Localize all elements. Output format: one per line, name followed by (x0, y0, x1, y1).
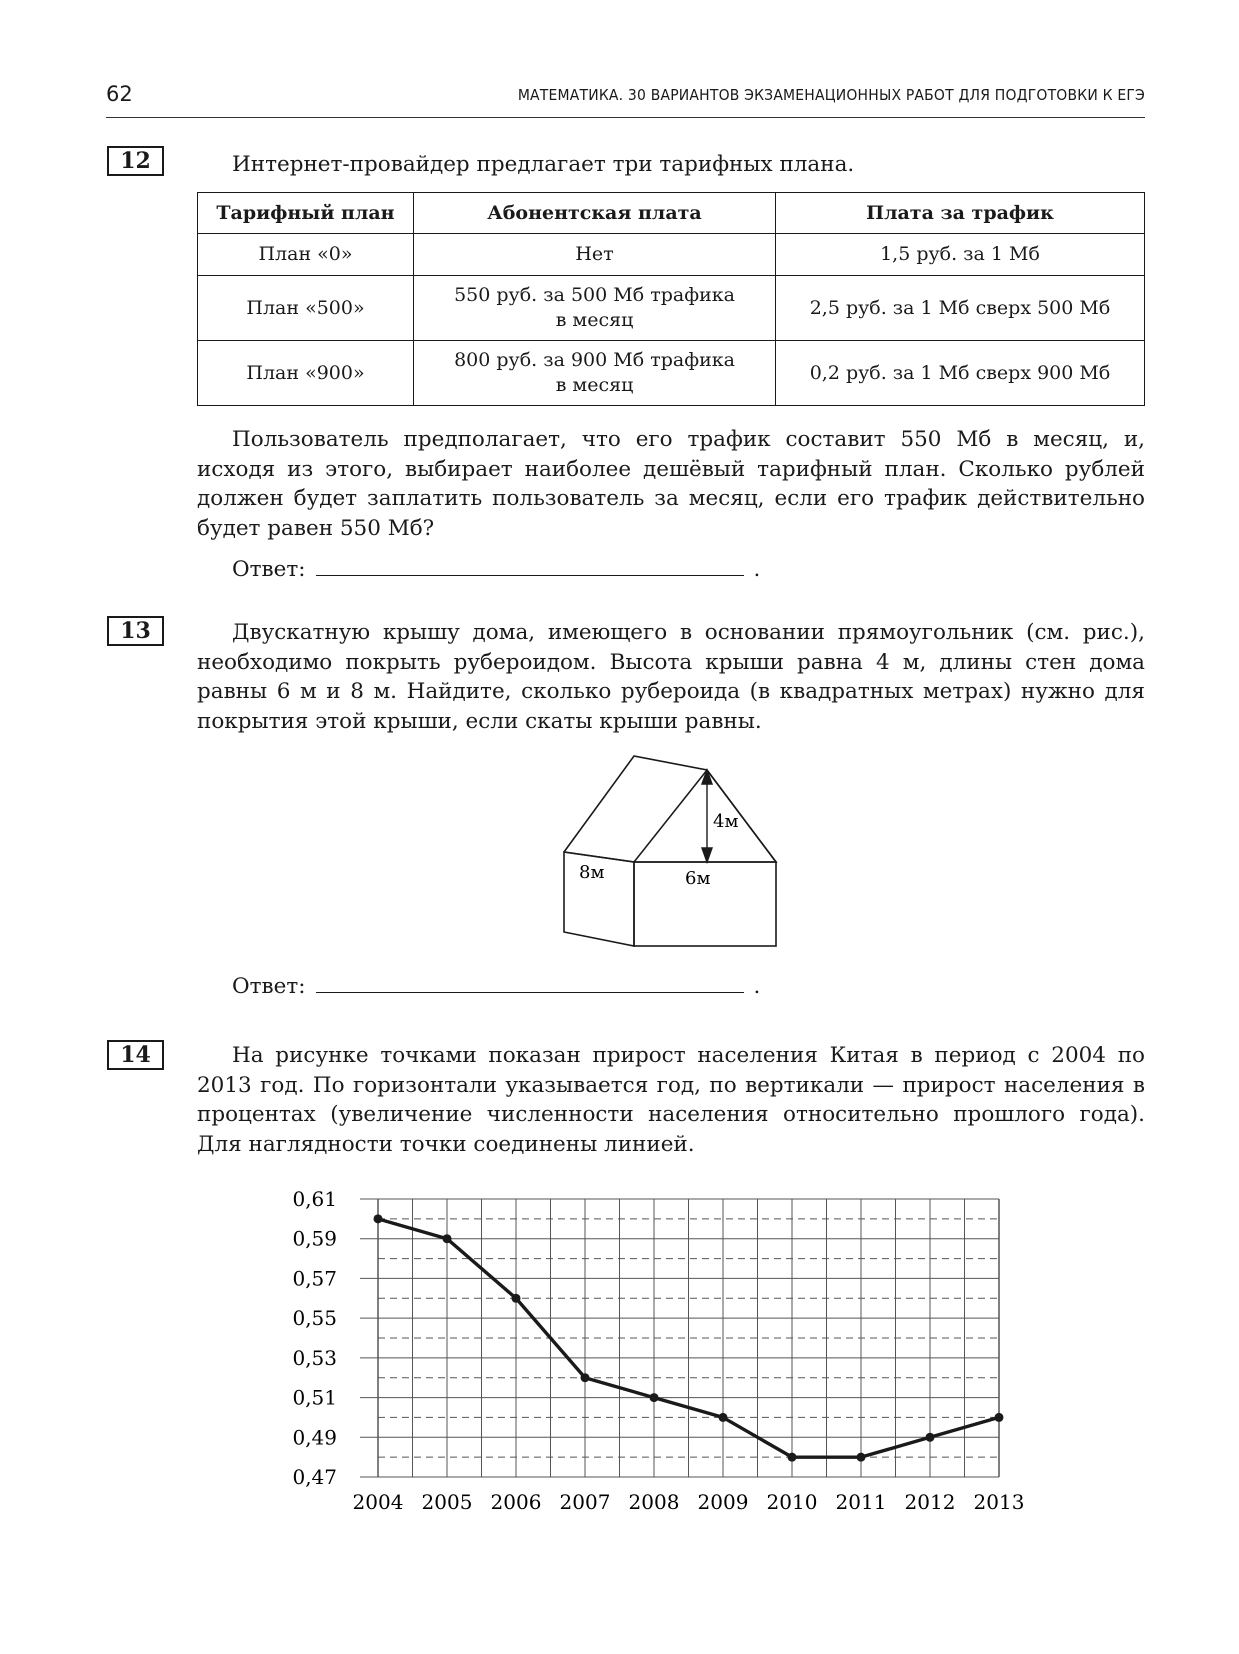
table-cell: 550 руб. за 500 Мб трафика в месяц (414, 276, 776, 341)
table-cell: Нет (414, 234, 776, 276)
table-row (198, 234, 1145, 276)
table-row (198, 341, 1145, 406)
task-number-13: 13 (107, 616, 164, 646)
data-point (443, 1234, 452, 1243)
y-tick-label: 0,61 (292, 1187, 337, 1211)
task-number-12: 12 (107, 146, 164, 176)
population-growth-chart (290, 1185, 1050, 1525)
side-length-label: 8м (579, 862, 605, 883)
data-point (995, 1413, 1004, 1422)
table-cell: План «900» (198, 341, 414, 406)
x-tick-label: 2011 (835, 1490, 887, 1514)
data-point (512, 1294, 521, 1303)
table-cell: 2,5 руб. за 1 Мб сверх 500 Мб (776, 276, 1145, 341)
x-tick-label: 2009 (697, 1490, 749, 1514)
y-tick-label: 0,55 (292, 1306, 337, 1331)
house-figure (555, 755, 785, 955)
x-tick-label: 2010 (766, 1490, 818, 1514)
table-row (198, 276, 1145, 341)
x-tick-label: 2004 (352, 1490, 404, 1514)
table-cell: План «500» (198, 276, 414, 341)
answer-row-13: Ответ: . (232, 970, 760, 999)
data-point (650, 1393, 659, 1402)
y-tick-label: 0,49 (292, 1425, 337, 1450)
roof-back-edge (564, 756, 776, 862)
task-number-14: 14 (107, 1040, 164, 1070)
answer-field[interactable] (316, 970, 744, 993)
height-arrow (702, 770, 712, 862)
task12-question: Пользователь предполагает, что его трафик составит 550 Мб в месяц, и, исходя из этого, выбирает наиболее дешёвый тарифный план. Сколько рублей должен будет заплатить пользователь за месяц, если его трафик действительно будет равен 550 Мб? (197, 427, 1145, 541)
data-point (374, 1214, 383, 1223)
table-header: Плата за трафик (776, 193, 1145, 234)
x-tick-label: 2013 (973, 1490, 1025, 1514)
page-number: 62 (106, 82, 133, 106)
table-header: Тарифный план (198, 193, 414, 234)
x-tick-label: 2005 (421, 1490, 473, 1514)
x-tick-label: 2007 (559, 1490, 611, 1514)
answer-field[interactable] (316, 553, 744, 576)
y-tick-label: 0,57 (292, 1266, 337, 1291)
table-cell: 0,2 руб. за 1 Мб сверх 900 Мб (776, 341, 1145, 406)
x-tick-label: 2006 (490, 1490, 542, 1514)
data-point (926, 1433, 935, 1442)
task13-text: Двускатную крышу дома, имеющего в основании прямоугольник (см. рис.), необходимо покрыть рубероидом. Высота крыши равна 4 м, длины стен дома равны 6 м и 8 м. Найдите, сколько рубероида (в квадратных метрах) нужно для покрытия этой крыши, если скаты крыши равны. (197, 620, 1145, 734)
tariff-table (197, 192, 1145, 406)
task12-intro: Интернет-провайдер предлагает три тарифных плана. (232, 152, 855, 177)
data-point (581, 1373, 590, 1382)
y-tick-label: 0,59 (292, 1226, 337, 1251)
x-tick-label: 2008 (628, 1490, 680, 1514)
table-cell: 1,5 руб. за 1 Мб (776, 234, 1145, 276)
answer-label: Ответ: (232, 557, 306, 582)
data-point (719, 1413, 728, 1422)
table-header: Абонентская плата (414, 193, 776, 234)
y-tick-label: 0,47 (292, 1465, 337, 1489)
height-label: 4м (713, 811, 739, 832)
table-cell: План «0» (198, 234, 414, 276)
y-tick-label: 0,51 (292, 1385, 337, 1410)
running-title: МАТЕМАТИКА. 30 ВАРИАНТОВ ЭКЗАМЕНАЦИОННЫХ РАБОТ ДЛЯ ПОДГОТОВКИ К ЕГЭ (517, 86, 1145, 104)
x-tick-label: 2012 (904, 1490, 956, 1514)
data-point (857, 1453, 866, 1462)
front-length-label: 6м (685, 868, 711, 889)
answer-row-12: Ответ: . (232, 553, 760, 582)
table-cell: 800 руб. за 900 Мб трафика в месяц (414, 341, 776, 406)
answer-label: Ответ: (232, 974, 306, 999)
task14-text: На рисунке точками показан прирост населения Китая в период с 2004 по 2013 год. По горизонтали указывается год, по вертикали — прирост населения в процентах (увеличение численности населения относительно прошлого года). Для наглядности точки соединены линией. (197, 1043, 1145, 1157)
y-tick-label: 0,53 (292, 1345, 337, 1370)
header-rule (106, 117, 1145, 118)
data-point (788, 1453, 797, 1462)
